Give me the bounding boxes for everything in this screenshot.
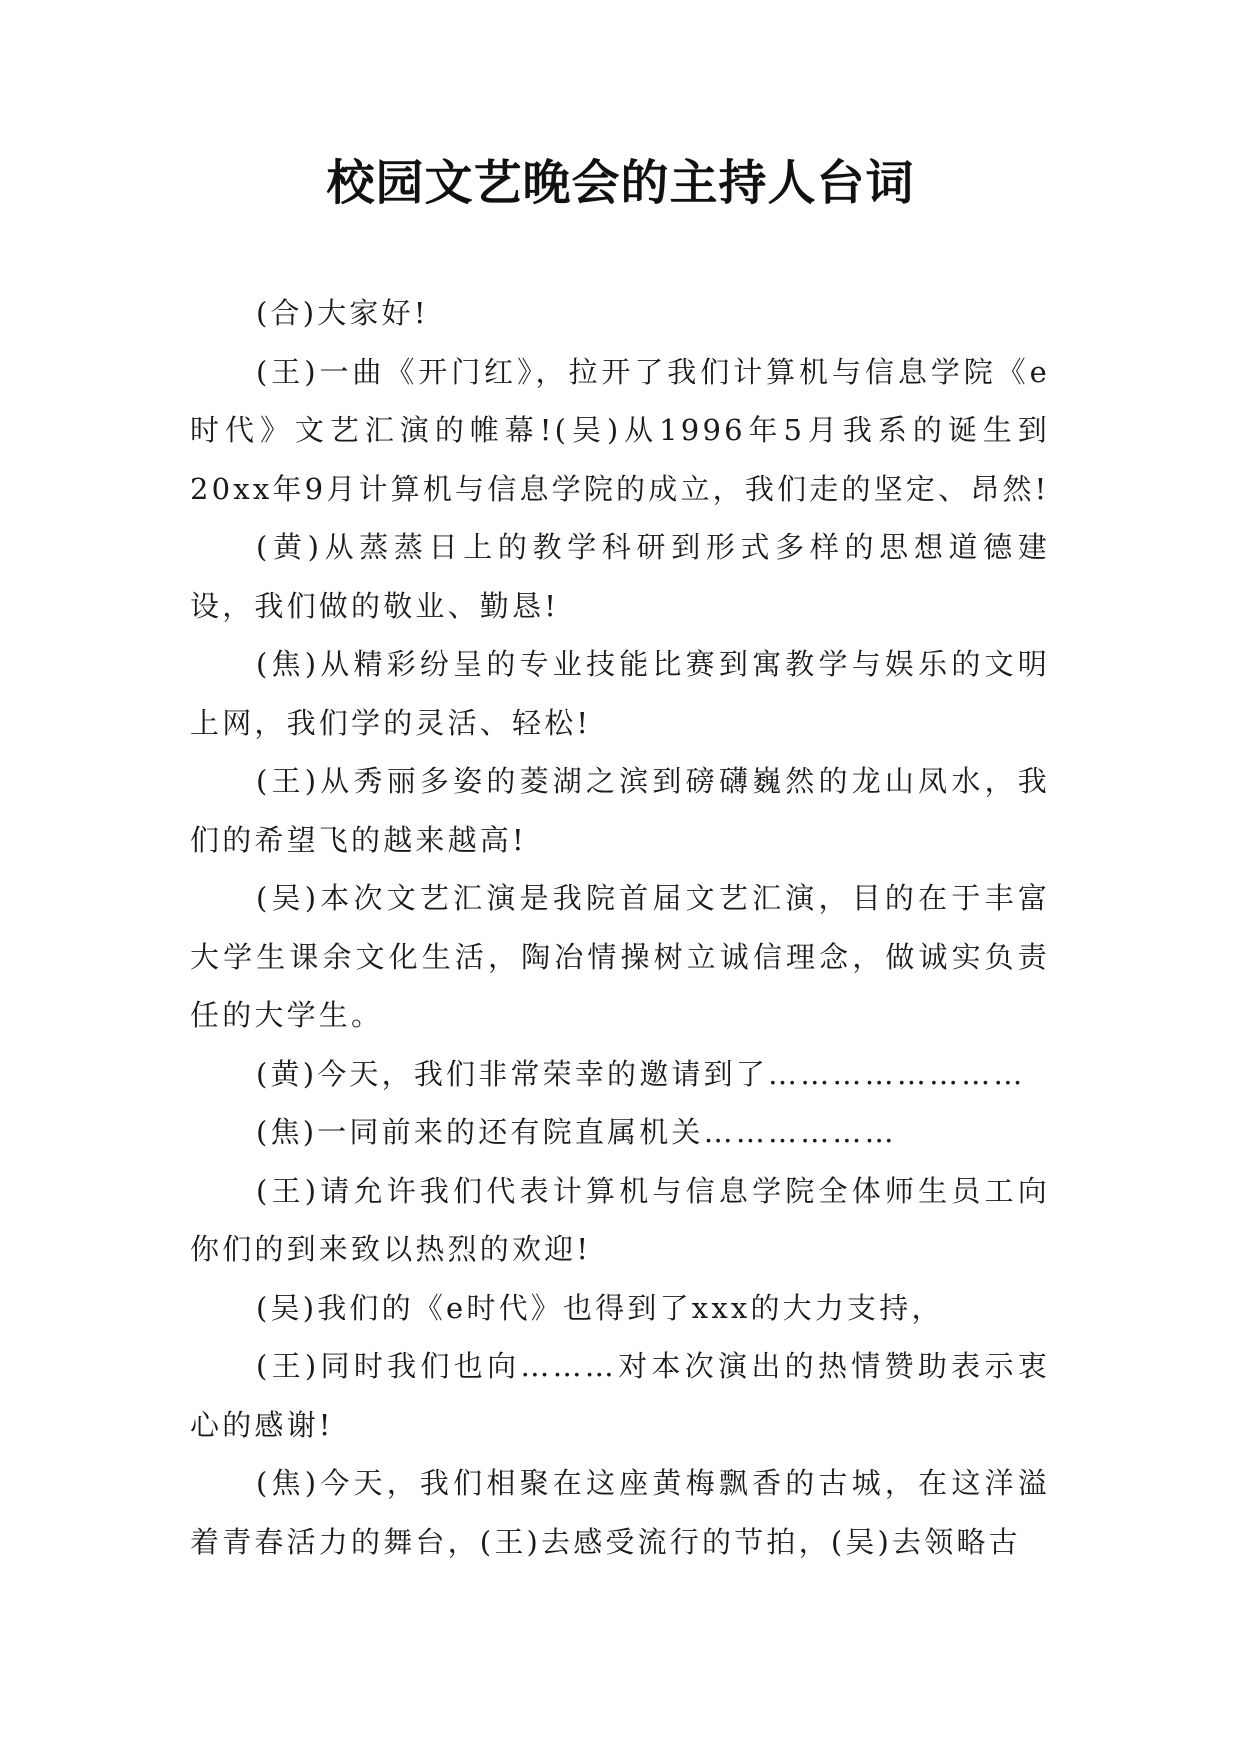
paragraph: (吴)本次文艺汇演是我院首届文艺汇演，目的在于丰富大学生课余文化生活，陶冶情操树立诚信理念，做诚实负责任的大学生。 xyxy=(190,881,1050,1032)
paragraph: (焦)一同前来的还有院直属机关……………… xyxy=(256,1115,897,1149)
paragraph: (黄)今天，我们非常荣幸的邀请到了…………………… xyxy=(256,1056,1026,1091)
document-title: 校园文艺晚会的主持人台词 xyxy=(326,155,915,211)
paragraph: (王)同时我们也向………对本次演出的热情赞助表示衷心的感谢! xyxy=(190,1349,1050,1442)
document-body xyxy=(190,284,1050,1571)
paragraph: (黄)从蒸蒸日上的教学科研到形式多样的思想道德建设，我们做的敬业、勤恳! xyxy=(190,530,1050,623)
paragraph: (合)大家好! xyxy=(256,296,429,330)
paragraph: (王)请允许我们代表计算机与信息学院全体师生员工向你们的到来致以热烈的欢迎! xyxy=(190,1173,1050,1266)
paragraph: (王)从秀丽多姿的菱湖之滨到磅礴巍然的龙山凤水，我们的希望飞的越来越高! xyxy=(190,764,1050,857)
paragraph: (焦)今天，我们相聚在这座黄梅飘香的古城，在这洋溢着青春活力的舞台，(王)去感受流行的节拍，(吴)去领略古 xyxy=(190,1466,1050,1559)
paragraph: (焦)从精彩纷呈的专业技能比赛到寓教学与娱乐的文明上网，我们学的灵活、轻松! xyxy=(190,647,1050,740)
paragraph: (王)一曲《开门红》，拉开了我们计算机与信息学院《e时代》文艺汇演的帷幕!(吴)从1996年5月我系的诞生到20xx年9月计算机与信息学院的成立，我们走的坚定、昂然! xyxy=(190,354,1050,506)
paragraph: (吴)我们的《e时代》也得到了xxx的大力支持， xyxy=(256,1290,944,1325)
